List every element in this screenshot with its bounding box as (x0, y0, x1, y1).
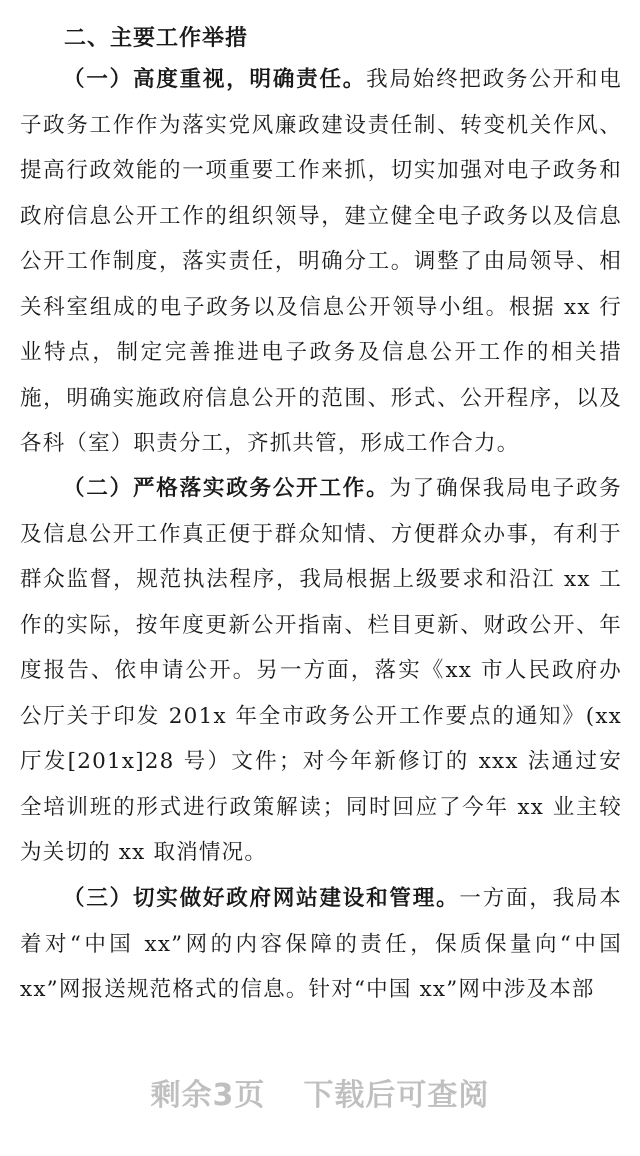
section-heading: 二、主要工作举措 (64, 26, 249, 51)
download-to-view-text: 下载后可查阅 (303, 1078, 490, 1113)
download-prompt[interactable] (0, 1070, 640, 1114)
paragraph-1-body: 我局始终把政务公开和电子政务工作作为落实党风廉政建设责任制、转变机关作风、提高行政效能的一项重要工作来抓，切实加强对电子政务和政府信息公开工作的组织领导，建立健全电子政务以及信息公开工作制度，落实责任，明确分工。调整了由局领导、相关科室组成的电子政务以及信息公开领导小组。根据 xx 行业特点，制定完善推进电子政务及信息公开工作的相关措施，明确实施政府信息公开的范围、形式、公开程序，以及各科（室）职责分工，齐抓共管，形成工作合力。 (20, 67, 622, 456)
paragraph-3-lead: （三）切实做好政府网站建设和管理。 (63, 886, 460, 911)
paragraph-2-body: 为了确保我局电子政务及信息公开工作真正便于群众知情、方便群众办事，有利于群众监督，规范执法程序，我局根据上级要求和沿江 xx 工作的实际，按年度更新公开指南、栏目更新、财政公开、年度报告、依申请公开。另一方面，落实《xx 市人民政府办公厅关于印发 201x 年全市政务公开工作要点的通知》(xx 厅发[201x]28 号）文件；对今年新修订的 xxx 法通过安全培训班的形式进行政策解读；同时回应了今年 xx 业主较为关切的 xx 取消情况。 (20, 476, 622, 865)
paragraph-1-lead: （一）高度重视，明确责任。 (63, 67, 367, 92)
paragraph-1 (20, 57, 622, 467)
paragraph-3-body: 一方面，我局本着对“中国 xx”网的内容保障的责任，保质保量向“中国 xx”网报送规范格式的信息。针对“中国 xx”网中涉及本部 (20, 886, 622, 1002)
remaining-pages-text: 剩余3页 (150, 1078, 266, 1113)
paragraph-2-lead: （二）严格落实政务公开工作。 (63, 476, 390, 501)
paragraph-3 (20, 876, 622, 1013)
paragraph-2 (20, 466, 622, 876)
